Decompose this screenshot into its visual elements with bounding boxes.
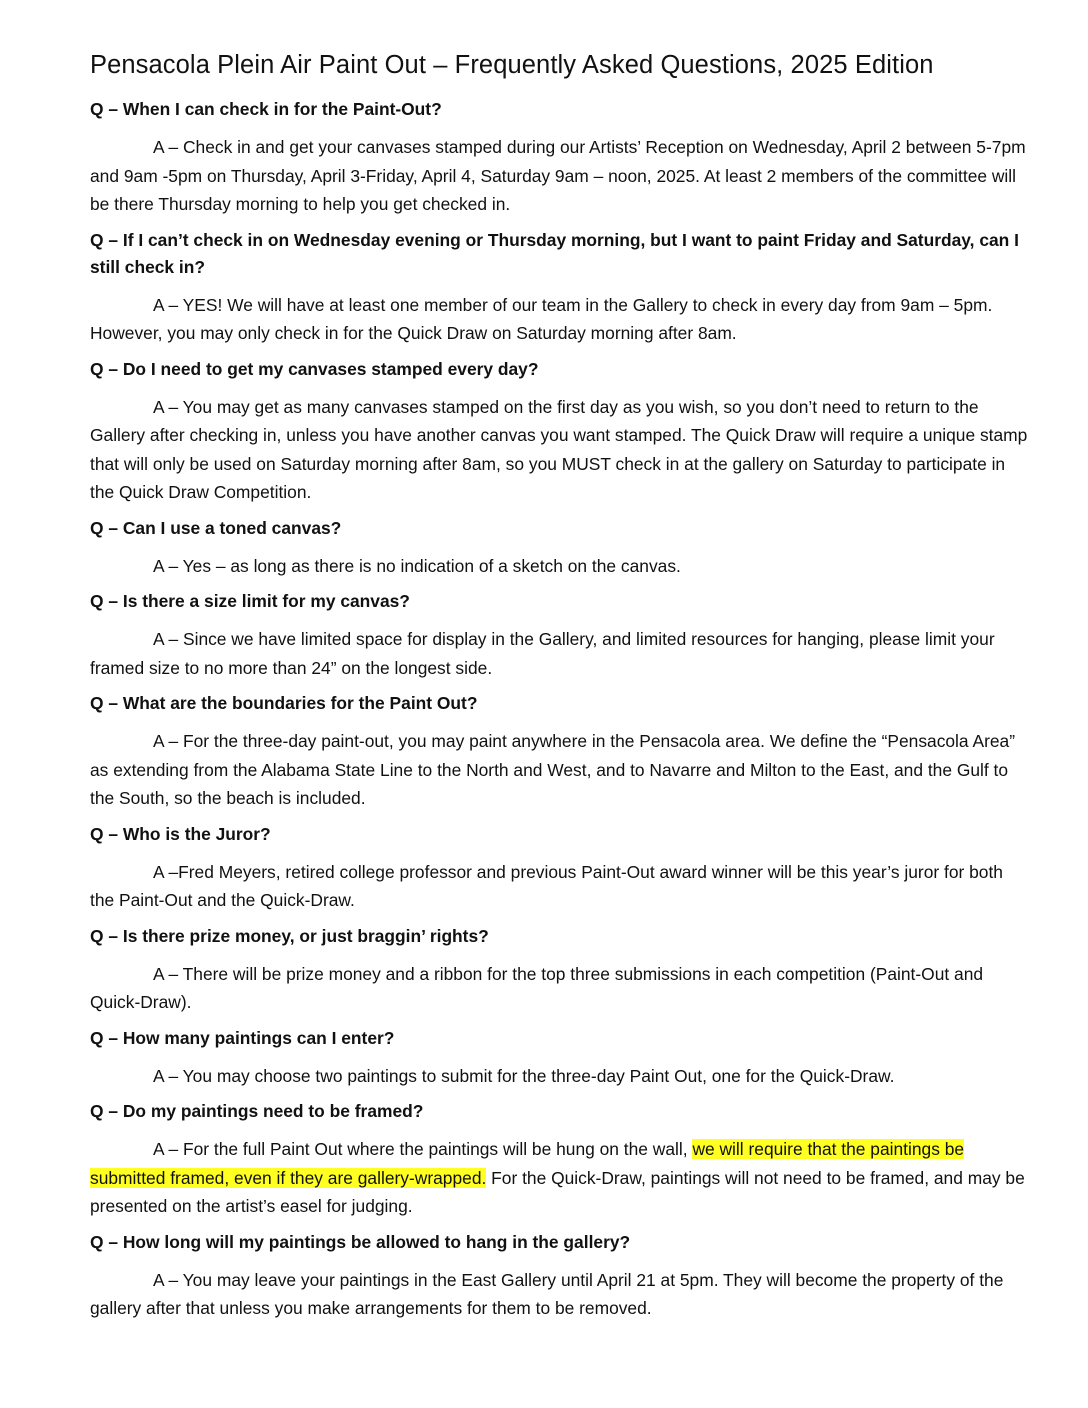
faq-question: Q – What are the boundaries for the Paint Out? <box>90 693 478 713</box>
faq-answer: A – YES! We will have at least one member of our team in the Gallery to check in every day from 9am – 5pm. However, you may only check in for the Quick Draw on Saturday morning after 8am. <box>90 294 993 343</box>
faq-answer: A – There will be prize money and a ribbon for the top three submissions in each competition (Paint-Out and Quick-Draw). <box>90 963 984 1012</box>
answer-text-before: A – For the full Paint Out where the paintings will be hung on the wall, <box>153 1139 693 1159</box>
faq-item-framing <box>90 1098 1030 1221</box>
document-page <box>90 48 1030 1331</box>
faq-item-stamping <box>90 356 1030 507</box>
faq-answer: A – Check in and get your canvases stamped during our Artists’ Reception on Wednesday, April 2 between 5-7pm and 9am -5pm on Thursday, April 3-Friday, April 4, Saturday 9am – noon, 2025. At least 2 members of the committee will be there Thursday morning to help you get checked in. <box>90 137 1026 214</box>
faq-item-juror <box>90 821 1030 915</box>
faq-question: Q – Do I need to get my canvases stamped every day? <box>90 358 539 379</box>
faq-item-late-checkin <box>90 227 1030 348</box>
highlighted-text: we will require that the paintings be submitted framed, even if they are gallery-wrapped. <box>90 1139 965 1188</box>
faq-answer: A – For the three-day paint-out, you may paint anywhere in the Pensacola area. We define the “Pensacola Area” as extending from the Alabama State Line to the North and West, and to Navarre and Milton to the East, and the Gulf to the South, so the beach is included. <box>90 731 1015 808</box>
faq-answer: A – You may leave your paintings in the East Gallery until April 21 at 5pm. They will become the property of the gallery after that unless you make arrangements for them to be removed. <box>90 1269 1004 1318</box>
faq-item-toned-canvas <box>90 515 1030 581</box>
faq-question: Q – If I can’t check in on Wednesday evening or Thursday morning, but I want to paint Friday and Saturday, can I still check in? <box>90 229 1019 277</box>
faq-item-hanging-duration <box>90 1229 1030 1323</box>
faq-question: Q – How long will my paintings be allowed to hang in the gallery? <box>90 1231 631 1252</box>
faq-item-size-limit <box>90 588 1030 682</box>
faq-answer <box>90 1135 1030 1221</box>
faq-answer: A –Fred Meyers, retired college professor and previous Paint-Out award winner will be this year’s juror for both the Paint-Out and the Quick-Draw. <box>90 861 1003 910</box>
faq-question: Q – Is there a size limit for my canvas? <box>90 591 410 611</box>
faq-question: Q – Who is the Juror? <box>90 823 271 844</box>
answer-text-after: For the Quick-Draw, paintings will not need to be framed, and may be presented on the artist’s easel for judging. <box>90 1167 1025 1216</box>
faq-question: Q – Do my paintings need to be framed? <box>90 1101 424 1121</box>
faq-answer: A – You may choose two paintings to submit for the three-day Paint Out, one for the Quick-Draw. <box>153 1065 895 1086</box>
faq-answer: A – Yes – as long as there is no indication of a sketch on the canvas. <box>153 555 681 576</box>
faq-question: Q – Is there prize money, or just braggin’ rights? <box>90 925 489 946</box>
faq-answer: A – You may get as many canvases stamped on the first day as you wish, so you don’t need to return to the Gallery after checking in, unless you have another canvas you want stamped. The Quick Draw will require a unique stamp that will only be used on Saturday morning after 8am, so you MUST check in at the gallery on Saturday to participate in the Quick Draw Competition. <box>90 396 1028 502</box>
faq-question: Q – Can I use a toned canvas? <box>90 517 342 538</box>
faq-item-boundaries <box>90 690 1030 813</box>
faq-question: Q – How many paintings can I enter? <box>90 1027 395 1048</box>
faq-item-prize-money <box>90 923 1030 1017</box>
faq-item-paintings-count <box>90 1025 1030 1091</box>
faq-answer: A – Since we have limited space for display in the Gallery, and limited resources for hanging, please limit your framed size to no more than 24” on the longest side. <box>90 629 995 678</box>
faq-item-checkin <box>90 96 1030 219</box>
document-title: Pensacola Plein Air Paint Out – Frequently Asked Questions, 2025 Edition <box>90 51 934 79</box>
faq-question: Q – When I can check in for the Paint-Out? <box>90 99 442 119</box>
